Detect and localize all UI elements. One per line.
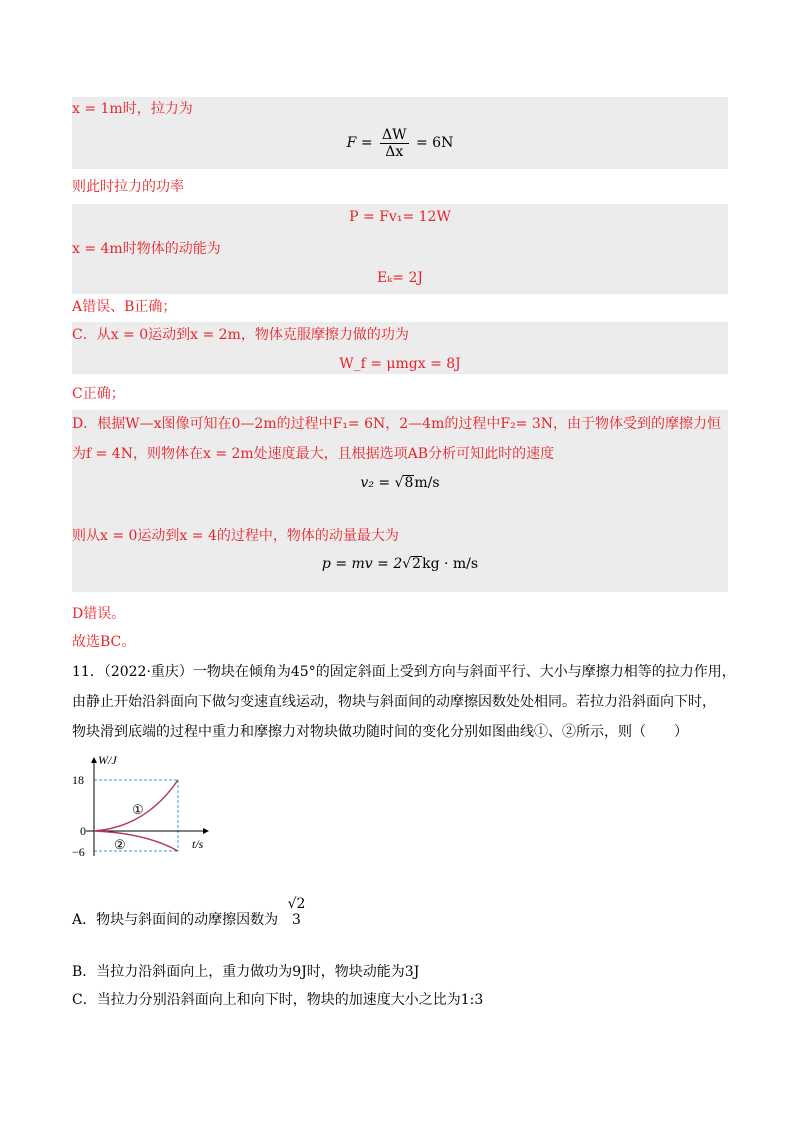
solution-line-2: 则此时拉力的功率 (72, 179, 184, 195)
eq6-lhs: p = mv = 2 (321, 556, 403, 572)
eq6-radicand: 2 (412, 556, 422, 572)
tick-neg6: −6 (72, 845, 85, 859)
equation-force (72, 126, 728, 160)
eq1-fraction (380, 127, 409, 160)
work-time-graph (66, 752, 226, 862)
x-axis-label: t/s (192, 837, 204, 851)
equation-momentum: p = mv = 2√2kg · m/s (321, 556, 479, 572)
eq1-numerator: ΔW (382, 126, 407, 143)
question-line-3: 物块滑到底端的过程中重力和摩擦力对物块做功随时间的变化分别如图曲线①、②所示，则（ ） (72, 724, 688, 740)
solution-line-1: x = 1m时，拉力为 (72, 101, 193, 117)
tick-0: 0 (80, 824, 86, 838)
curve-2-label: ② (114, 837, 126, 852)
question-line-1: 11．（2022·重庆）一物块在倾角为45°的固定斜面上受到方向与斜面平行、大小与摩擦力相等的拉力作用， (72, 664, 736, 680)
eq1-lhs: F = (346, 135, 373, 151)
solution-line-7: D．根据W—x图像可知在0—2m的过程中F₁= 6N，2—4m的过程中F₂= 3N，由于物体受到的摩擦力恒 (72, 416, 722, 432)
option-c: C．当拉力分别沿斜面向上和向下时，物块的加速度大小之比为1:3 (72, 992, 484, 1008)
eq5-unit: m/s (414, 475, 440, 491)
curve-2 (94, 831, 178, 851)
eq5-radicand: 8 (404, 475, 414, 491)
option-b: B．当拉力沿斜面向上，重力做功为9J时，物块动能为3J (72, 964, 420, 980)
solution-line-8: 为f = 4N，则物体在x = 2m处速度最大，且根据选项AB分析可知此时的速度 (72, 446, 555, 462)
solution-line-6: C正确； (72, 386, 125, 402)
option-a (72, 896, 310, 940)
equation-power: P = Fv₁= 12W (349, 209, 451, 225)
tick-18: 18 (72, 773, 84, 787)
equation-velocity: v₂ = √8m/s (360, 475, 440, 491)
eq6-unit: kg · m/s (422, 556, 479, 572)
solution-line-4: A错误、B正确； (72, 299, 177, 315)
option-a-denominator: 3 (292, 912, 301, 928)
y-axis-label: W/J (98, 753, 117, 767)
eq5-lhs: v₂ = (360, 475, 391, 491)
option-a-text: A．物块与斜面间的动摩擦因数为 (72, 912, 279, 928)
eq1-denominator: Δx (385, 143, 404, 160)
curve-1-label: ① (132, 802, 144, 817)
equation-friction-work: W_f = μmgx = 8J (339, 356, 461, 372)
equation-kinetic-energy: Eₖ= 2J (376, 270, 424, 286)
option-a-numerator: √2 (287, 896, 306, 912)
question-line-2: 由静止开始沿斜面向下做匀变速直线运动，物块与斜面间的动摩擦因数处处相同。若拉力沿斜面向下时， (72, 694, 716, 710)
eq1-rhs: = 6N (415, 135, 454, 151)
solution-line-11: 故选BC。 (72, 634, 136, 650)
solution-line-9: 则从x = 0运动到x = 4的过程中，物体的动量最大为 (72, 528, 399, 544)
solution-line-10: D错误。 (72, 606, 126, 622)
solution-line-5: C．从x = 0运动到x = 2m，物体克服摩擦力做的功为 (72, 327, 409, 343)
solution-line-3: x = 4m时物体的动能为 (72, 241, 221, 257)
option-a-fraction (286, 896, 308, 928)
